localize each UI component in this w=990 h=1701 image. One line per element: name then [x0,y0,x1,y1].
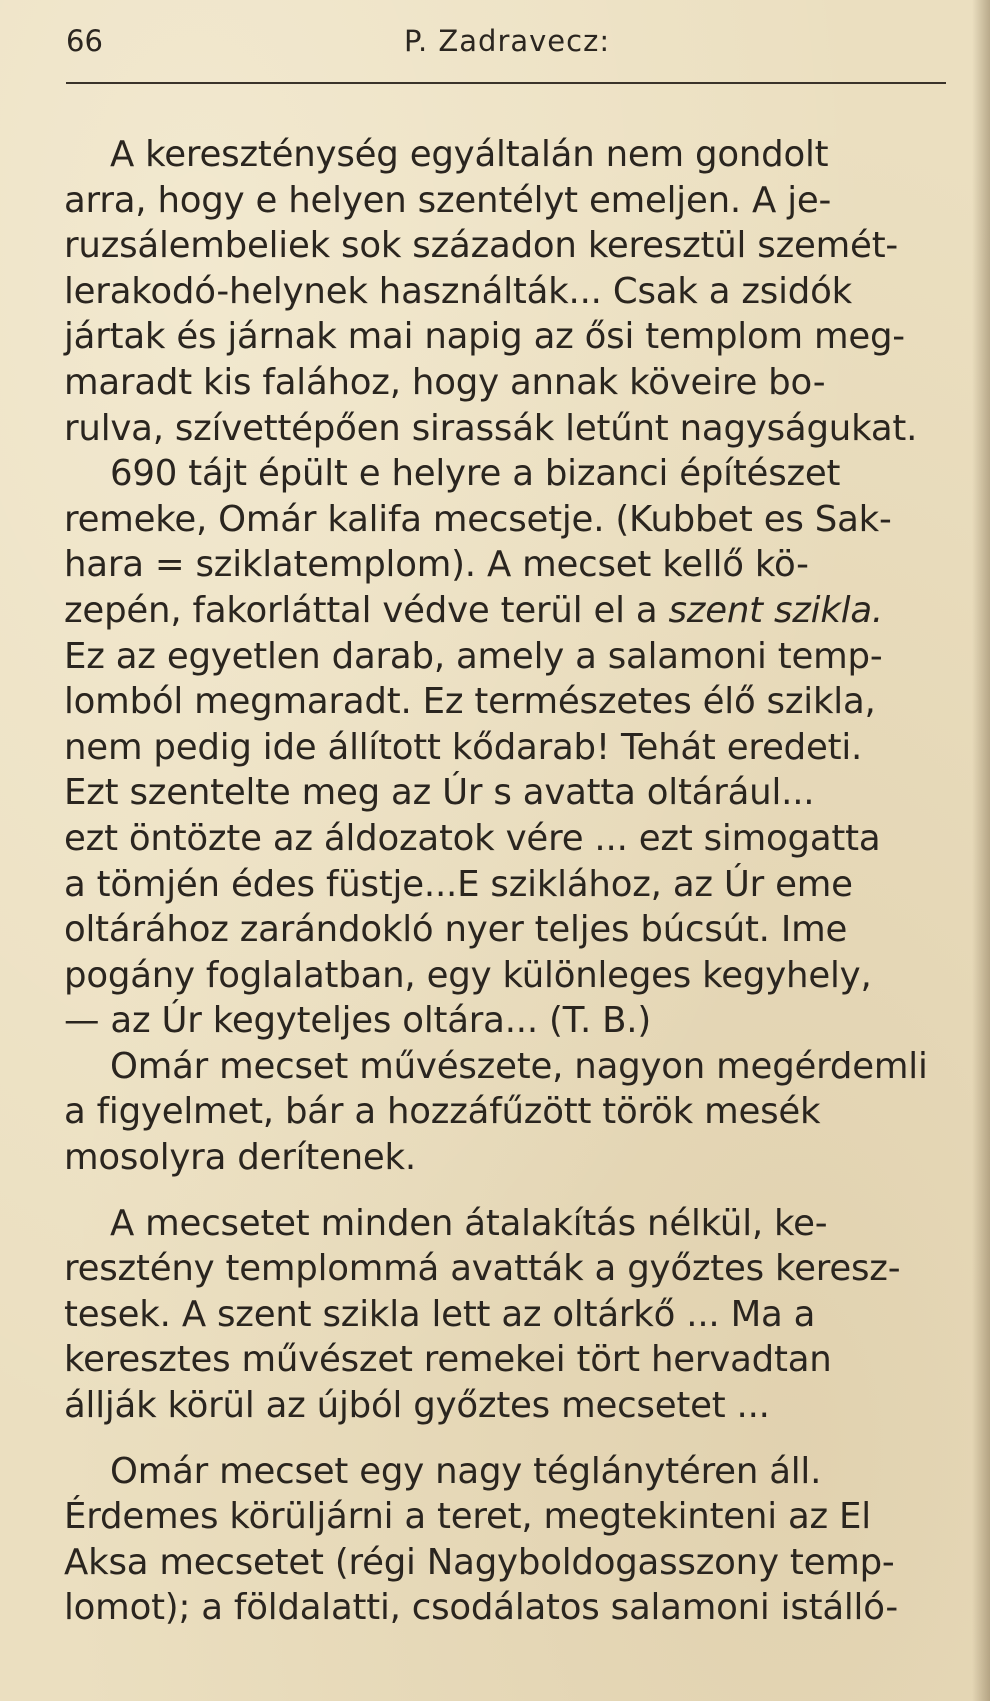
paragraph [64,1449,984,1631]
text-line: lomból megmaradt. Ez természetes élő szikla, [64,681,876,723]
text-line: Omár mecset egy nagy téglánytéren áll. [110,1450,822,1492]
text-line: Aksa mecsetet (régi Nagyboldogasszony temp- [64,1541,895,1583]
text-line: — az Úr kegyteljes oltára... (T. B.) [64,1000,652,1042]
running-head [66,20,956,70]
text-line: arra, hogy e helyen szentélyt emeljen. A je- [64,179,832,221]
text-line: resztény templommá avatták a győztes keresz- [64,1248,901,1290]
text-line: hara = sziklatemplom). A mecset kellő kö- [64,544,809,586]
text-line: A kereszténység egyáltalán nem gondolt [110,134,829,175]
text-line: Ez az egyetlen darab, amely a salamoni temp- [64,635,883,677]
text-line: Omár mecset művészete, nagyon megérdemli [110,1045,928,1087]
text-line: keresztes művészet remekei tört hervadtan [64,1339,832,1381]
text-line: mosolyra derítenek. [64,1137,416,1179]
text-line: maradt kis falához, hogy annak köveire bo- [64,361,826,403]
paragraph [64,1044,984,1181]
italic-emphasis: szent szikla. [668,589,884,631]
text-line: Érdemes körüljárni a teret, megtekinteni az El [64,1496,871,1538]
text-line: rulva, szívettépően sirassák letűnt nagyságukat. [64,407,918,449]
header-rule [66,82,946,84]
text-line: jártak és járnak mai napig az ősi templom meg- [64,316,905,358]
text-line: ruzsálembeliek sok századon keresztül szemét- [64,225,899,267]
text-line: ezt öntözte az áldozatok vére ... ezt simogatta [64,817,881,859]
text-line: remeke, Omár kalifa mecsetje. (Kubbet es Sak- [64,498,892,540]
text-line: pogány foglalatban, egy különleges kegyhely, [64,954,872,996]
text-line: a figyelmet, bár a hozzáfűzött török mesék [64,1091,821,1133]
text-line: lerakodó-helynek használták... Csak a zsidók [64,270,852,312]
text-line: nem pedig ide állított kődarab! Tehát eredeti. [64,726,863,768]
body-text [64,132,984,1631]
text-line: állják körül az újból győztes mecsetet ... [64,1385,770,1427]
text-line: 690 tájt épült e helyre a bizanci építészet [110,453,841,495]
text-line: lomot); a földalatti, csodálatos salamoni istálló- [64,1587,899,1629]
text-line: tesek. A szent szikla lett az oltárkő ... Ma a [64,1293,816,1335]
text-line: A mecsetet minden átalakítás nélkül, ke- [110,1202,828,1244]
text-line: a tömjén édes füstje...E sziklához, az Úr eme [64,863,853,905]
page-number: 66 [66,24,103,58]
text-line: oltárához zarándokló nyer teljes búcsút. Ime [64,909,848,951]
paragraph [64,451,984,1044]
text-span: zepén, fakorláttal védve terül el a [64,589,669,631]
paragraph [64,1201,984,1429]
text-line: Ezt szentelte meg az Úr s avatta oltárául... [64,772,815,814]
text-line-with-emphasis [64,588,984,634]
paragraph [64,132,984,451]
running-head-author: P. Zadravecz: [404,24,611,58]
